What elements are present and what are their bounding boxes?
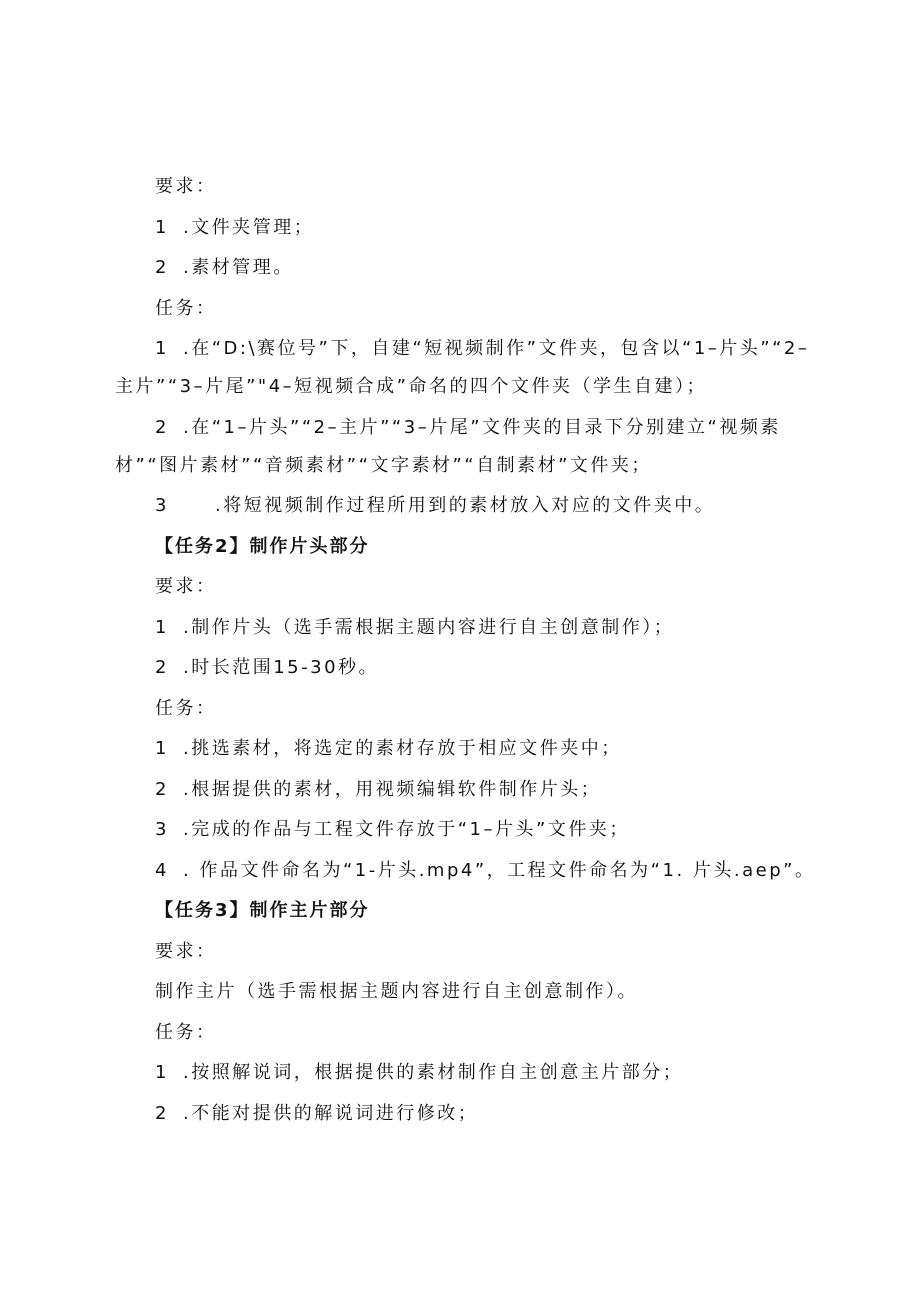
item-number: 1: [155, 216, 169, 238]
item-number: 1: [155, 338, 169, 359]
list-item: [115, 774, 815, 815]
item-number: 1: [155, 1062, 169, 1083]
line-text: .时长范围15-30秒。: [183, 657, 380, 678]
item-number: 3: [155, 819, 169, 840]
list-item: [115, 252, 815, 293]
item-number: 1: [155, 616, 169, 638]
list-item-continuation: [115, 450, 815, 491]
requirements-label: [115, 571, 815, 612]
line-text: .素材管理。: [183, 257, 294, 278]
line-text: 任务：: [155, 1021, 217, 1043]
line-text: 主片”“3–片尾”"4–短视频合成”命名的四个文件夹（学生自建）；: [115, 376, 707, 397]
list-item-continuation: [115, 371, 815, 412]
document-body: [115, 171, 815, 1138]
line-text: .将短视频制作过程所用到的素材放入对应的文件夹中。: [215, 495, 716, 516]
list-item: [115, 490, 815, 531]
line-text: 材”“图片素材”“音频素材”“文字素材”“自制素材”文件夹；: [115, 454, 652, 476]
item-number: 2: [155, 657, 169, 678]
line-text: .完成的作品与工程文件存放于“1–片头”文件夹；: [183, 819, 630, 840]
section-heading-task2: [115, 531, 815, 572]
item-number: 2: [155, 1102, 169, 1124]
list-item: [115, 652, 815, 693]
list-item: [115, 1057, 815, 1098]
list-item: [115, 855, 815, 896]
list-item: [115, 1098, 815, 1139]
list-item: [115, 814, 815, 855]
tasks-label: [115, 293, 815, 334]
tasks-label: [115, 693, 815, 734]
heading-text: 【任务2】制作片头部分: [155, 535, 370, 557]
line-text: 制作主片（选手需根据主题内容进行自主创意制作）。: [155, 981, 638, 1002]
list-item: [115, 333, 815, 371]
line-text: 要求：: [155, 940, 217, 962]
item-number: 2: [155, 416, 169, 438]
item-number: 3: [155, 495, 169, 516]
list-item: [115, 212, 815, 253]
requirements-label: [115, 171, 815, 212]
line-text: . 作品文件命名为“1-片头.mp4”，工程文件命名为“1. 片头.aep”。: [183, 859, 815, 881]
item-number: 1: [155, 738, 169, 759]
tasks-label: [115, 1017, 815, 1058]
line-text: 要求：: [155, 576, 217, 597]
list-item: [115, 733, 815, 774]
heading-text: 【任务3】制作主片部分: [155, 900, 370, 921]
line-text: .挑选素材，将选定的素材存放于相应文件夹中；: [183, 738, 622, 759]
line-text: .在“D:\赛位号”下，自建“短视频制作”文件夹，包含以“1–片头”“2–: [183, 338, 810, 359]
requirements-label: [115, 936, 815, 977]
list-item: [115, 412, 815, 450]
section-heading-task3: [115, 895, 815, 936]
line-text: .在“1–片头”“2–主片”“3–片尾”文件夹的目录下分别建立“视频素: [183, 416, 781, 438]
line-text: .文件夹管理；: [183, 216, 315, 238]
line-text: .按照解说词，根据提供的素材制作自主创意主片部分；: [183, 1062, 684, 1083]
paragraph: [115, 976, 815, 1017]
line-text: 任务：: [155, 697, 217, 719]
list-item: [115, 612, 815, 653]
item-number: 4: [155, 859, 169, 881]
item-number: 2: [155, 778, 169, 800]
line-text: 要求：: [155, 176, 217, 197]
line-text: .制作片头（选手需根据主题内容进行自主创意制作）；: [183, 616, 675, 638]
line-text: .不能对提供的解说词进行修改；: [183, 1102, 479, 1124]
line-text: 任务：: [155, 297, 217, 319]
item-number: 2: [155, 257, 169, 278]
line-text: .根据提供的素材，用视频编辑软件制作片头；: [183, 778, 602, 800]
